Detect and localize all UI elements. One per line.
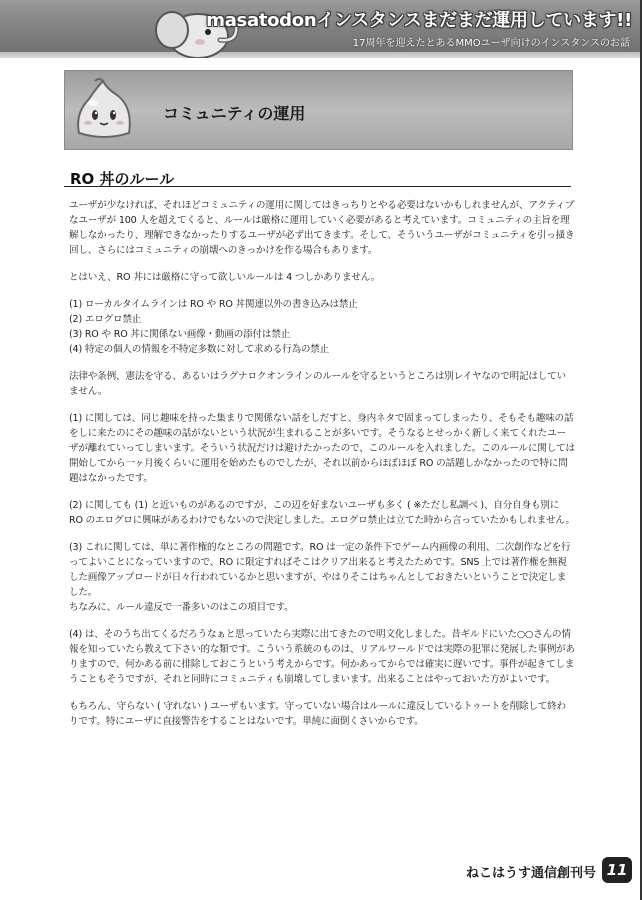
paragraph-rule-3: (3) これに関しては、単に著作権的なところの問題です。RO は一定の条件下でゲーム内画像の利用、二次創作などを行ってよいことになっていますので、RO に限定すればそこはクリア出来ると考えたためです。SNS 上では著作権を無視した画像アップロードが日々行われているかと思いますが、やはりそこはちゃんとしておきたいということで決定しました。	[69, 542, 571, 598]
page-header	[0, 0, 642, 58]
page-number: 11	[602, 857, 632, 883]
rule-item-3: (3) RO や RO 丼に関係ない画像・動画の添付は禁止	[69, 329, 291, 340]
rule-item-2: (2) エログロ禁止	[69, 314, 142, 325]
footer-publication: ねこはうす通信創刊号	[465, 866, 596, 881]
article-body	[69, 198, 575, 729]
rules-heading: RO 丼のルール	[70, 170, 175, 188]
paragraph-intro: ユーザが少なければ、それほどコミュニティの運用に関してはきっちりとやる必要はないかもしれませんが、アクティブなユーザが 100 人を超えてくると、ルールは厳格に運用していく必要があると考えています。コミュニティの主旨を理解しなかったり、理解できなかったりするユーザが必ず出てきます。そして、そういうユーザがコミュニティを引っ掻き回し、さらにはコミュニティの崩壊へのきっかけを作る場合もあります。	[69, 200, 575, 256]
rule-item-4: (4) 特定の個人の情報を不特定多数に対して求める行為の禁止	[69, 344, 330, 355]
paragraph-rule-2: (2) に関しても (1) と近いものがあるのですが、この辺を好まないユーザも多く ( ※ただし私調べ )、自分自身も別に RO のエログロに興味があるわけでもないので決定しました。エログロ禁止は立てた時から言っていたかもしれません。	[69, 500, 575, 526]
paragraph-rules-lead: とはいえ、RO 丼には厳格に守って欲しいルールは 4 つしかありません。	[69, 272, 381, 283]
section-title: コミュニティの運用	[163, 104, 306, 123]
section-banner	[64, 70, 573, 150]
paragraph-rule-1: (1) に関しては、同じ趣味を持った集まりで関係ない話をしだすと、身内ネタで固まってしまったり、そもそも趣味の話をしに来たのにその趣味の話がないという状況が生まれることが多いです。そうなるとせっかく新しく来てくれたユーザが離れていってしまいます。そういう状況だけは避けたかったので、このルールを入れました。このルールに関しては開始してから一ヶ月後くらいに運用を始めたものでしたが、それ以前からほぼほぼ RO の話題しかなかったので特に問題はなかったです。	[69, 413, 575, 484]
paragraph-enforcement: もちろん、守らない ( 守れない ) ユーザもいます。守っていない場合はルールに違反しているトゥートを削除して終わりです。特にユーザに直接警告をすることはないです。単純に面倒くさいからです。	[69, 701, 566, 727]
header-title: masatodonインスタンスまだまだ運用しています!!	[206, 10, 632, 31]
paragraph-law-note: 法律や条例、憲法を守る、あるいはラグナロクオンラインのルールを守るというところは別レイヤなので明記はしていません。	[69, 371, 566, 397]
paragraph-rule-3-note: ちなみに、ルール違反で一番多いのはこの項目です。	[69, 602, 294, 613]
header-subtitle: 17周年を迎えたとあるMMOユーザ向けのインスタンスのお話	[352, 38, 630, 49]
paragraph-rule-4: (4) は、そのうち出てくるだろうなぁと思っていたら実際に出てきたので明文化しました。昔ギルドにいた○○さんの情報を知っていたら教えて下さい的な類です。こういう系統のものは、リアルワールドでは実際の犯罪に発展した事例がありますので、何かある前に排除しておこうという考えからです。何かあってからでは確実に遅いです。事件が起きてしまうこともそうですが、それと同時にコミュニティも崩壊してしまいます。出来ることはやっておいた方がよいです。	[69, 629, 575, 685]
heading-underline	[64, 186, 571, 187]
slime-mascot-icon	[73, 75, 135, 145]
header-stripe	[0, 52, 642, 58]
rule-item-1: (1) ローカルタイムラインは RO や RO 丼関連以外の書き込みは禁止	[69, 299, 358, 310]
